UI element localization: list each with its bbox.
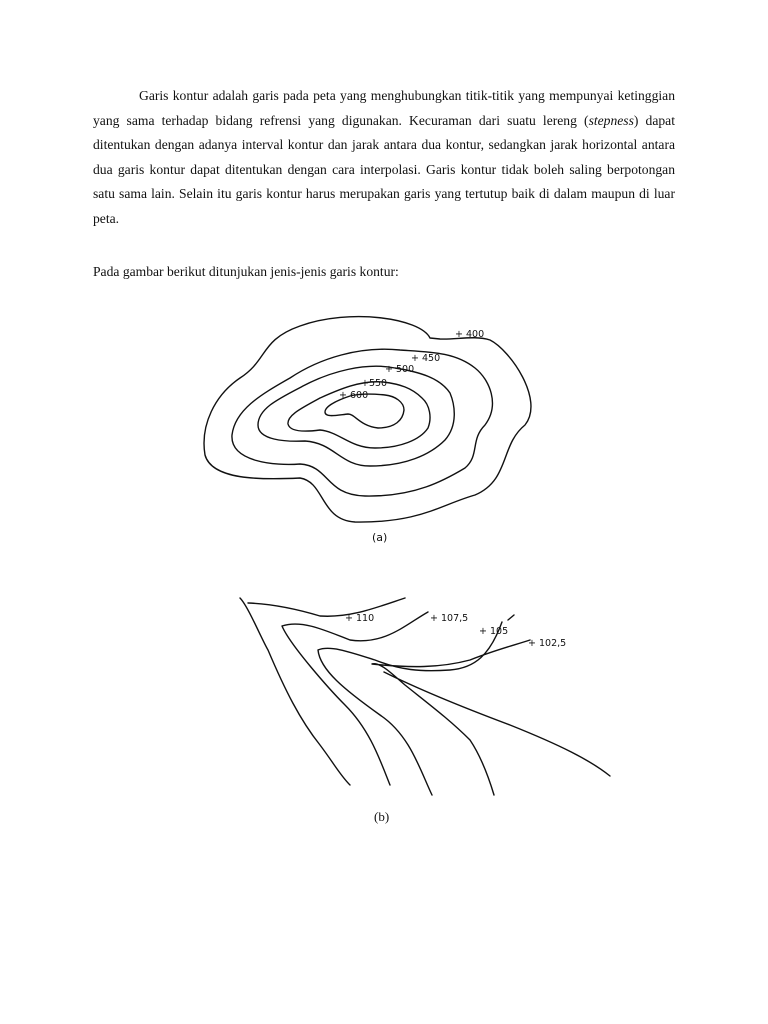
contour-400 (204, 317, 531, 522)
label-550: +550 (361, 378, 388, 389)
contour-102-5 (372, 640, 610, 795)
figure-intro-paragraph: Pada gambar berikut ditunjukan jenis-jenis garis kontur: (93, 264, 399, 279)
label-600: + 600 (339, 390, 369, 401)
intro-text-part2: ) dapat ditentukan dengan adanya interval kontur dan jarak antara dua kontur, sedangkan jarak horizontal antara dua garis kontur dapat ditentukan dengan cara interpolasi. Garis kontur tidak boleh saling berpotongan satu sama lain. Selain itu garis kontur harus merupakan garis yang tertutup baik di dalam maupun di luar peta. (93, 112, 675, 226)
label-102-5: + 102,5 (528, 638, 567, 649)
contour-500 (258, 366, 454, 466)
contour-110 (240, 598, 405, 785)
label-400: + 400 (455, 329, 485, 340)
label-105: + 105 (479, 626, 509, 637)
caption-b: (b) (374, 809, 390, 824)
label-500: + 500 (385, 364, 415, 375)
label-107-5: + 107,5 (430, 613, 469, 624)
caption-a: (a) (372, 531, 388, 544)
intro-italic-term: stepness (588, 112, 634, 128)
contour-107-5 (282, 612, 428, 785)
figure-a-contours (204, 317, 531, 544)
figure-b-contours (240, 598, 610, 824)
intro-text-part1: Garis kontur adalah garis pada peta yang menghubungkan titik-titik yang mempunyai ketinggian yang sama terhadap bidang refrensi yang digunakan. Kecuraman dari suatu lereng ( (93, 88, 675, 128)
label-450: + 450 (411, 353, 441, 364)
label-110: + 110 (345, 613, 375, 624)
